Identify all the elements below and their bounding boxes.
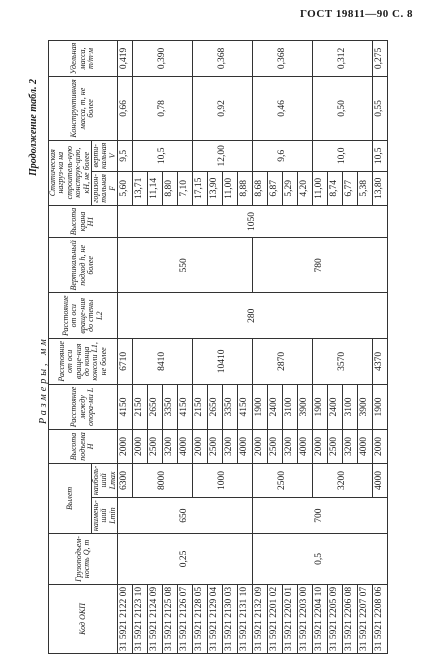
cell-lmin: 650 (118, 498, 253, 534)
col-approach: Вертикальный подход h, не более (49, 238, 118, 293)
cell-span: 1900 (313, 384, 328, 430)
cell-lmax: 6300 (118, 463, 133, 497)
cell-horizontal: 5,60 (118, 171, 133, 205)
cell-horizontal: 6,77 (343, 171, 358, 205)
page-header: ГОСТ 19811—90 С. 8 (299, 8, 413, 20)
cell-mass: 0,46 (253, 77, 313, 140)
cell-code: 31 5921 2123 10 (133, 584, 148, 653)
col-static-load: Статическая нагруз-ка на строитель-ную конструк-цию, кН, не более (49, 140, 92, 205)
col-height: Высота подъема H (49, 430, 118, 463)
cell-code: 31 5921 2122 00 (118, 584, 133, 653)
col-mass: Конструктивная масса, т, не более (49, 77, 118, 140)
col-l1: Расстояние от оси враще-ния до конца консоли L1, не более (49, 339, 118, 385)
cell-l1: 2870 (253, 339, 313, 385)
cell-vertical: 9,5 (118, 140, 133, 171)
cell-mass: 0,55 (373, 77, 388, 140)
cell-specific-mass: 0,312 (313, 40, 373, 77)
cell-span: 2150 (133, 384, 148, 430)
sizes-caption: Размеры, мм (38, 336, 49, 424)
cell-height: 2500 (148, 430, 163, 463)
cell-height: 2000 (133, 430, 148, 463)
cell-vertical: 10,5 (373, 140, 388, 171)
cell-height: 3200 (223, 430, 238, 463)
cell-vertical: 9,6 (253, 140, 313, 171)
cell-span: 2400 (268, 384, 283, 430)
cell-span: 3100 (283, 384, 298, 430)
cell-horizontal: 4,20 (298, 171, 313, 205)
cell-horizontal: 13,90 (208, 171, 223, 205)
cell-height: 4000 (358, 430, 373, 463)
cell-lmax: 8000 (133, 463, 193, 497)
rotated-table-block (28, 42, 415, 654)
cell-capacity: 0,25 (118, 534, 253, 585)
cell-height: 2500 (208, 430, 223, 463)
cell-span: 2650 (208, 384, 223, 430)
cell-approach: 780 (253, 238, 388, 293)
cell-span: 3900 (298, 384, 313, 430)
cell-code: 31 5921 2201 02 (268, 584, 283, 653)
cell-span: 2150 (193, 384, 208, 430)
cell-vertical: 12,00 (193, 140, 253, 171)
cell-horizontal: 8,80 (163, 171, 178, 205)
cell-height: 4000 (238, 430, 253, 463)
cell-code: 31 5921 2125 08 (163, 584, 178, 653)
cell-horizontal: 11,00 (313, 171, 328, 205)
cell-vertical: 10,5 (133, 140, 193, 171)
cell-code: 31 5921 2202 01 (283, 584, 298, 653)
cell-span: 3900 (358, 384, 373, 430)
cell-specific-mass: 0,419 (118, 40, 133, 77)
cell-height: 3200 (343, 430, 358, 463)
cell-mass: 0,92 (193, 77, 253, 140)
cell-horizontal: 5,38 (358, 171, 373, 205)
cell-vertical: 10,0 (313, 140, 373, 171)
col-l2: Расстояние от оси враще-ния до стены L2 (49, 293, 118, 339)
cell-height: 3200 (283, 430, 298, 463)
cell-code: 31 5921 2130 03 (223, 584, 238, 653)
col-lmin: наимень-ший Lmin (91, 498, 117, 534)
cell-height: 2500 (328, 430, 343, 463)
col-lmax: наиболь-ший Lmax (91, 463, 117, 497)
cell-horizontal: 6,87 (268, 171, 283, 205)
cell-approach: 550 (118, 238, 253, 293)
cell-l1: 3570 (313, 339, 373, 385)
cell-specific-mass: 0,368 (253, 40, 313, 77)
col-vylet: Вылет (49, 463, 92, 533)
cell-horizontal: 17,15 (193, 171, 208, 205)
cell-lmin: 700 (253, 498, 388, 534)
col-code: Код ОКП (49, 584, 118, 653)
cell-horizontal: 11,14 (148, 171, 163, 205)
specs-table (48, 40, 388, 654)
cell-code: 31 5921 2131 10 (238, 584, 253, 653)
cell-l1: 8410 (133, 339, 193, 385)
cell-height: 2000 (118, 430, 133, 463)
cell-code: 31 5921 2132 09 (253, 584, 268, 653)
cell-code: 31 5921 2128 05 (193, 584, 208, 653)
col-span: Расстояние между опора-ми L (49, 384, 118, 430)
cell-height: 2000 (193, 430, 208, 463)
col-horizontal: горизон-тальная F (91, 171, 117, 205)
table-continuation-label: Продолжение табл. 2 (28, 79, 39, 177)
cell-height: 2000 (313, 430, 328, 463)
cell-span: 3100 (343, 384, 358, 430)
cell-horizontal: 7,10 (178, 171, 193, 205)
cell-height: 2500 (268, 430, 283, 463)
cell-height: 2000 (253, 430, 268, 463)
cell-l1: 10410 (193, 339, 253, 385)
table-row (253, 40, 268, 653)
cell-span: 3350 (223, 384, 238, 430)
cell-horizontal: 8,74 (328, 171, 343, 205)
cell-code: 31 5921 2206 08 (343, 584, 358, 653)
cell-span: 3350 (163, 384, 178, 430)
cell-horizontal: 8,88 (238, 171, 253, 205)
col-capacity: Грузоподъем-ность Q, т (49, 534, 118, 585)
cell-l1: 4370 (373, 339, 388, 385)
cell-span: 4150 (178, 384, 193, 430)
col-specific-mass: Удельная масса, т/т·м (49, 40, 118, 77)
cell-height: 4000 (178, 430, 193, 463)
cell-l1: 6710 (118, 339, 133, 385)
cell-crane-height: 1050 (118, 205, 388, 238)
cell-horizontal: 13,80 (373, 171, 388, 205)
cell-lmax: 2500 (253, 463, 313, 497)
cell-code: 31 5921 2126 07 (178, 584, 193, 653)
cell-span: 4150 (238, 384, 253, 430)
cell-capacity: 0,5 (253, 534, 388, 585)
cell-span: 2400 (328, 384, 343, 430)
cell-mass: 0,78 (133, 77, 193, 140)
cell-code: 31 5921 2204 10 (313, 584, 328, 653)
col-vertical: верти-кальная V (91, 140, 117, 171)
cell-code: 31 5921 2203 00 (298, 584, 313, 653)
cell-horizontal: 5,29 (283, 171, 298, 205)
cell-span: 2650 (148, 384, 163, 430)
cell-code: 31 5921 2124 09 (148, 584, 163, 653)
col-crane-height: Высота крана H1 (49, 205, 118, 238)
table-row (118, 40, 133, 653)
cell-span: 1900 (373, 384, 388, 430)
cell-height: 4000 (298, 430, 313, 463)
cell-height: 2000 (373, 430, 388, 463)
cell-specific-mass: 0,390 (133, 40, 193, 77)
cell-span: 4150 (118, 384, 133, 430)
cell-span: 1900 (253, 384, 268, 430)
cell-mass: 0,66 (118, 77, 133, 140)
cell-lmax: 3200 (313, 463, 373, 497)
cell-horizontal: 11,00 (223, 171, 238, 205)
cell-lmax: 4000 (373, 463, 388, 497)
cell-specific-mass: 0,275 (373, 40, 388, 77)
cell-horizontal: 13,71 (133, 171, 148, 205)
cell-lmax: 1000 (193, 463, 253, 497)
cell-height: 3200 (163, 430, 178, 463)
cell-horizontal: 8,68 (253, 171, 268, 205)
cell-code: 31 5921 2207 07 (358, 584, 373, 653)
cell-mass: 0,50 (313, 77, 373, 140)
cell-code: 31 5921 2129 04 (208, 584, 223, 653)
cell-l2: 280 (118, 293, 388, 339)
cell-specific-mass: 0,368 (193, 40, 253, 77)
cell-code: 31 5921 2208 06 (373, 584, 388, 653)
cell-code: 31 5921 2205 09 (328, 584, 343, 653)
